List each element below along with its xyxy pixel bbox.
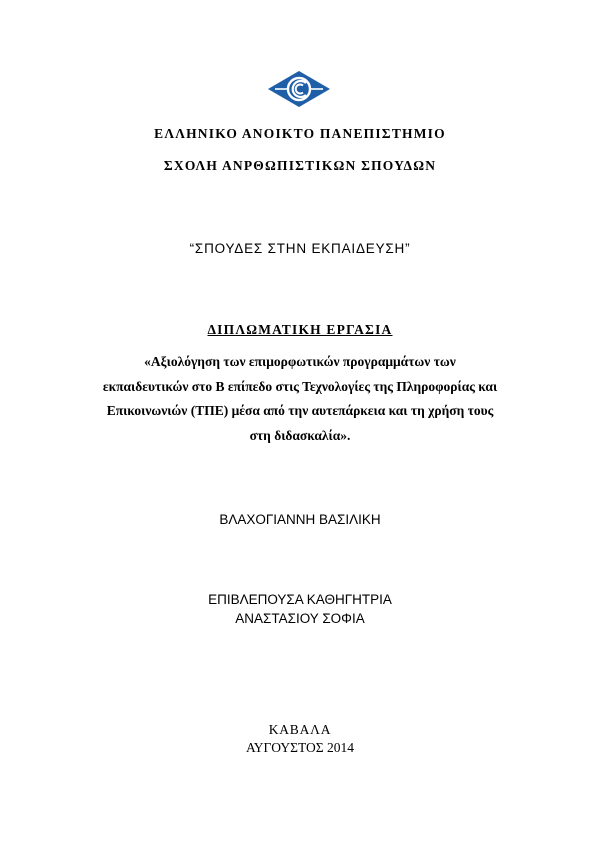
thesis-title-line: στη διδασκαλία». (249, 427, 351, 443)
thesis-title-line: Επικοινωνιών (ΤΠΕ) μέσα από την αυτεπάρκεια και τη χρήση τους (106, 403, 494, 418)
submission-date: ΑΥΓΟΥΣΤΟΣ 2014 (246, 740, 354, 755)
supervisor-name: ΑΝΑΣΤΑΣΙΟΥ ΣΟΦΙΑ (235, 611, 365, 626)
author-name: ΒΛΑΧΟΓΙΑΝΝΗ ΒΑΣΙΛΙΚΗ (219, 512, 381, 527)
program-name: “ΣΠΟΥΔΕΣ ΣΤΗΝ ΕΚΠΑΙΔΕΥΣΗ” (189, 241, 411, 256)
thesis-title-line: «Αξιολόγηση των επιμορφωτικών προγραμμάτων των (144, 354, 456, 369)
school-name: ΣΧΟΛΗ ΑΝΡΘΩΠΙΣΤΙΚΩΝ ΣΠΟΥΔΩΝ (163, 158, 437, 173)
supervisor-role: ΕΠΙΒΛΕΠΟΥΣΑ ΚΑΘΗΓΗΤΡΙΑ (208, 592, 392, 607)
thesis-type: ΔΙΠΛΩΜΑΤΙΚΗ ΕΡΓΑΣΙΑ (207, 322, 393, 337)
university-name: ΕΛΛΗΝΙΚΟ ΑΝΟΙΚΤΟ ΠΑΝΕΠΙΣΤΗΜΙΟ (154, 126, 446, 141)
city: ΚΑΒΑΛΑ (268, 722, 332, 737)
thesis-title-line: εκπαιδευτικών στο Β επίπεδο στις Τεχνολογίες της Πληροφορίας και (102, 378, 498, 394)
university-logo-icon (267, 70, 331, 108)
thesis-title (60, 350, 540, 448)
